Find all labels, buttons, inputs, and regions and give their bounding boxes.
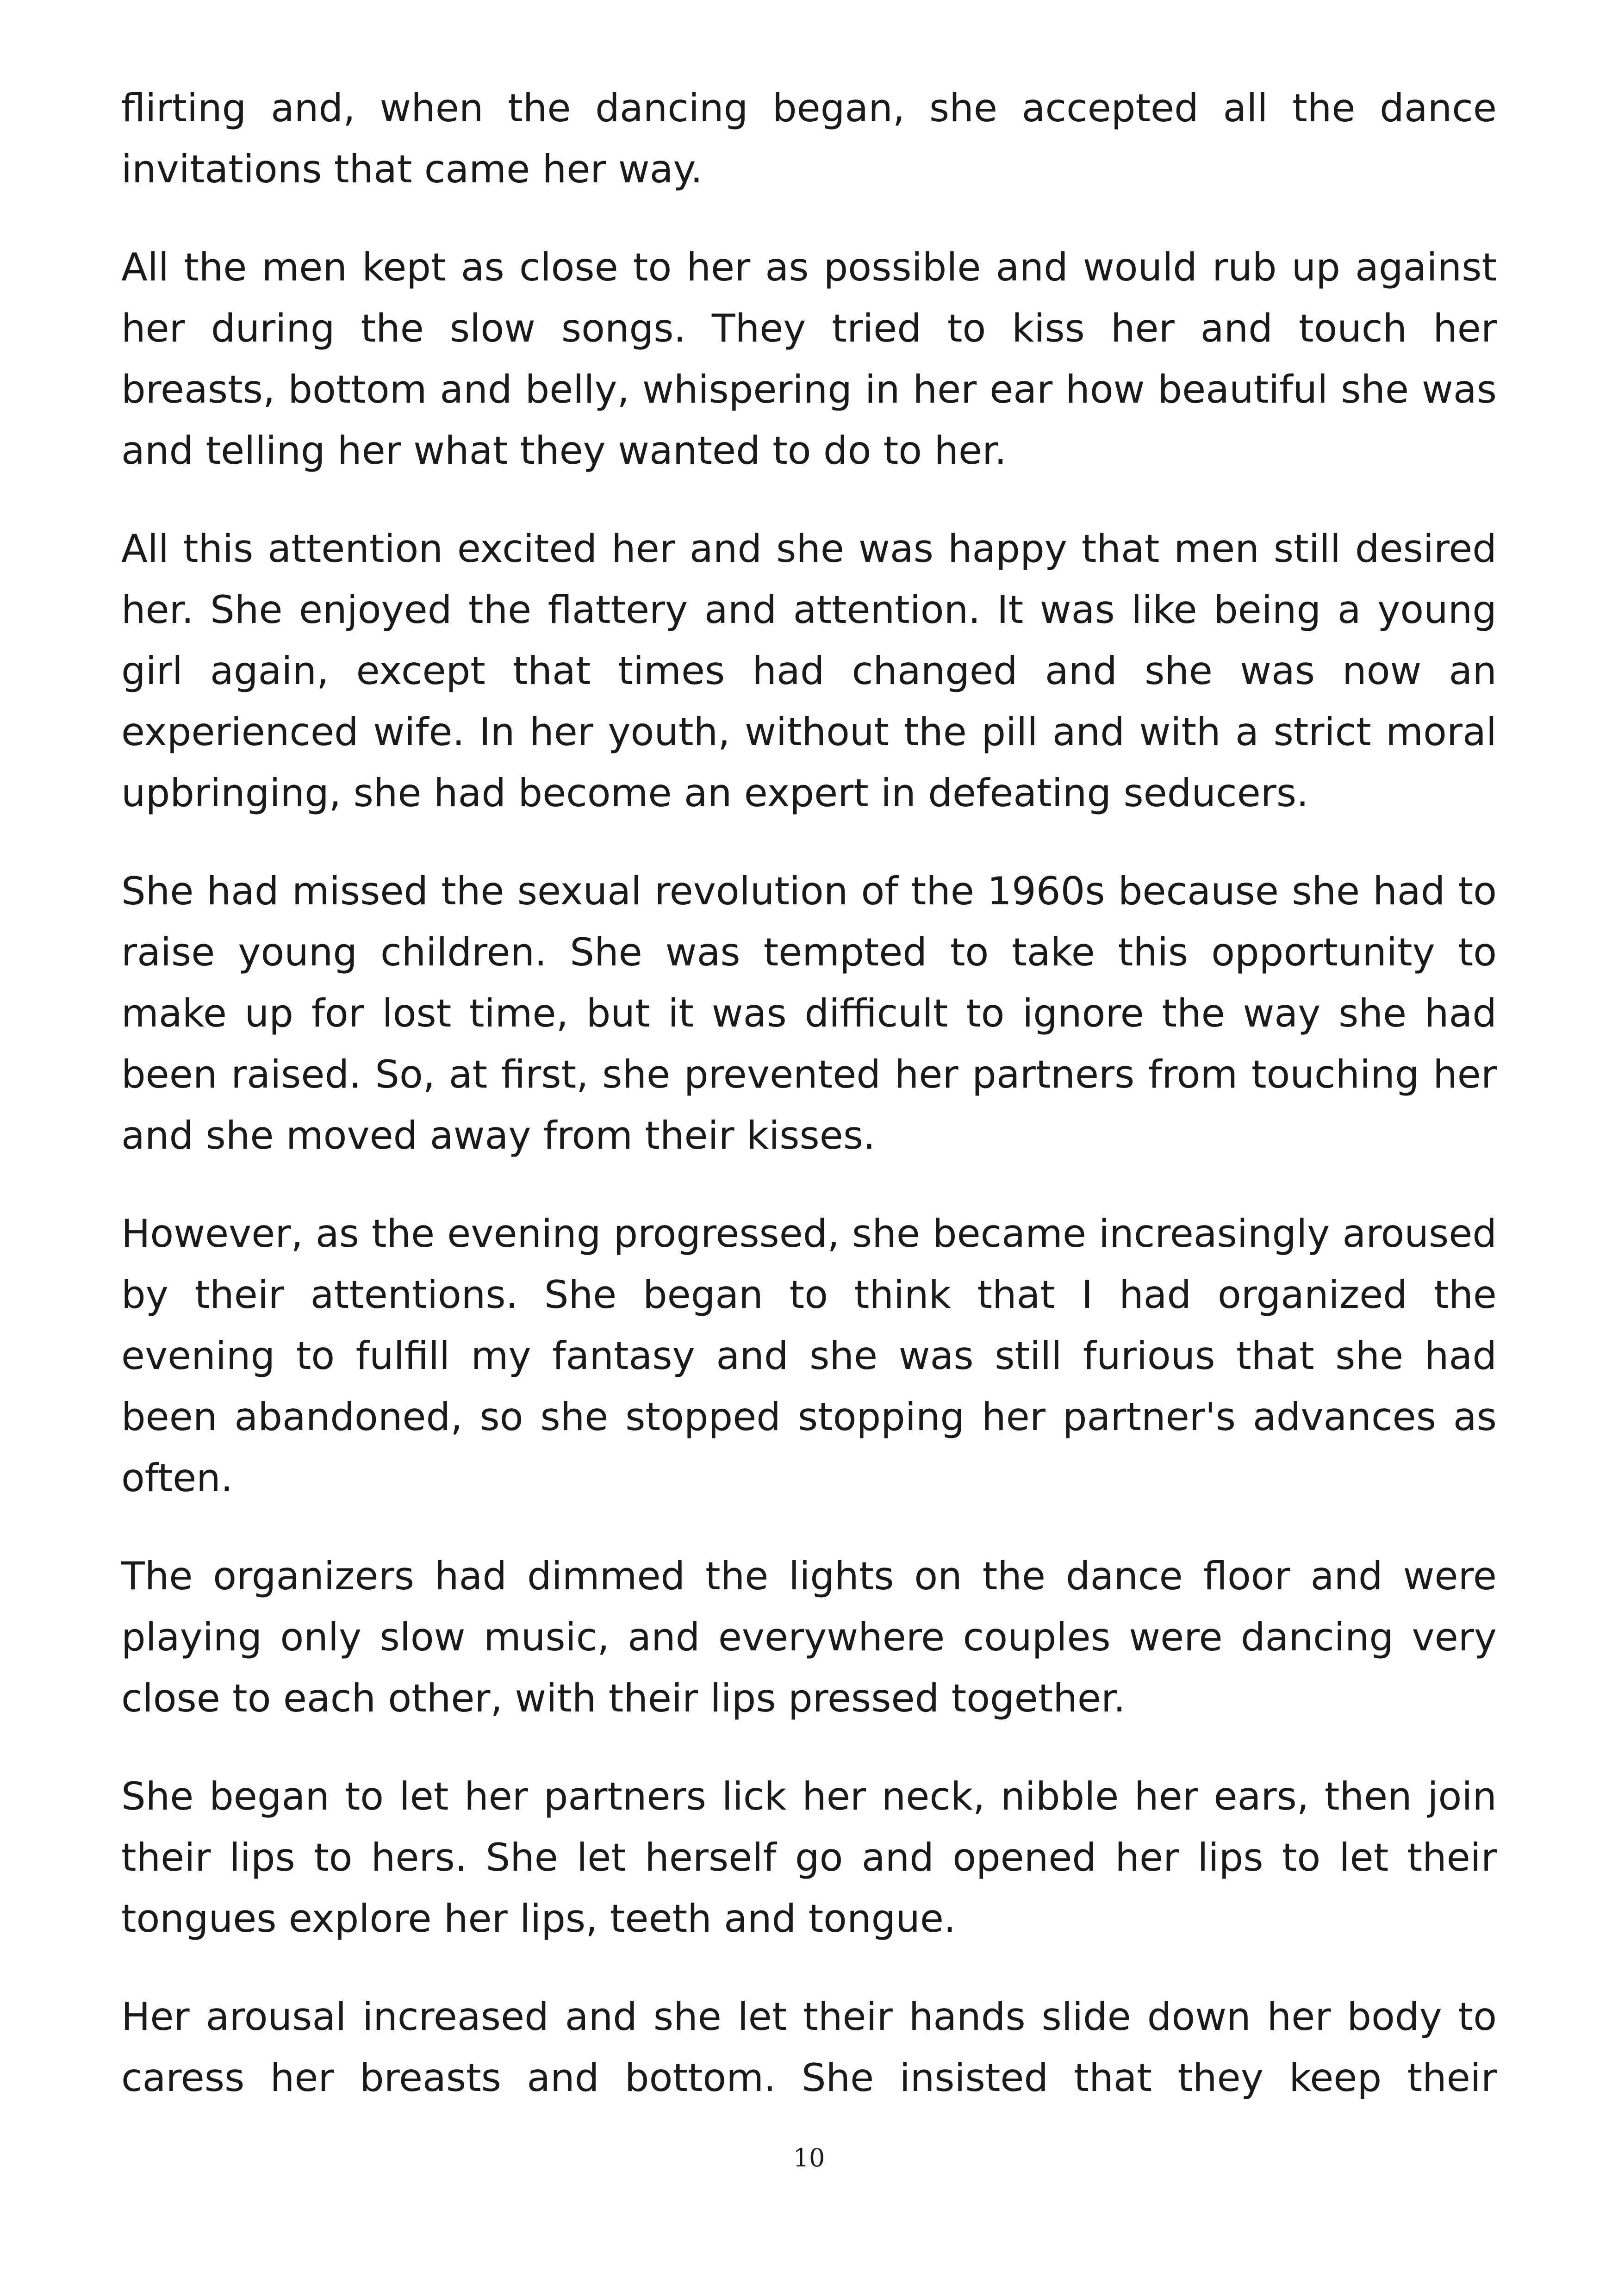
paragraph: flirting and, when the dancing began, she accepted all the dance invitations that came her way. — [121, 86, 1497, 192]
paragraph: She began to let her partners lick her neck, nibble her ears, then join their lips to hers. She let herself go and opened her lips to let their tongues explore her lips, teeth and tongue. — [121, 1774, 1497, 1941]
paragraph: However, as the evening progressed, she became increasingly aroused by their attentions. She began to think that I had organized the evening to fulfill my fantasy and she was still furious that she had been abandoned, so she stopped stopping her partner's advances as often. — [121, 1211, 1497, 1500]
body-text — [121, 78, 1497, 2109]
paragraph: The organizers had dimmed the lights on the dance floor and were playing only slow music, and everywhere couples were dancing very close to each other, with their lips pressed together. — [121, 1554, 1497, 1721]
paragraph: She had missed the sexual revolution of the 1960s because she had to raise young children. She was tempted to take this opportunity to make up for lost time, but it was difficult to ignore the way she had been raised. So, at first, she prevented her partners from touching her and she moved away from their kisses. — [121, 869, 1497, 1158]
paragraph: All the men kept as close to her as possible and would rub up against her during the slow songs. They tried to kiss her and touch her breasts, bottom and belly, whispering in her ear how beautiful she was and telling her what they wanted to do to her. — [121, 245, 1497, 473]
page-number: 10 — [793, 2143, 825, 2172]
paragraph: Her arousal increased and she let their hands slide down her body to caress her breasts and bottom. She insisted that they keep their — [121, 1994, 1497, 2100]
paragraph: All this attention excited her and she was happy that men still desired her. She enjoyed the flattery and attention. It was like being a young girl again, except that times had changed and she was now an experienced wife. In her youth, without the pill and with a strict moral upbringing, she had become an expert in defeating seducers. — [121, 526, 1497, 815]
